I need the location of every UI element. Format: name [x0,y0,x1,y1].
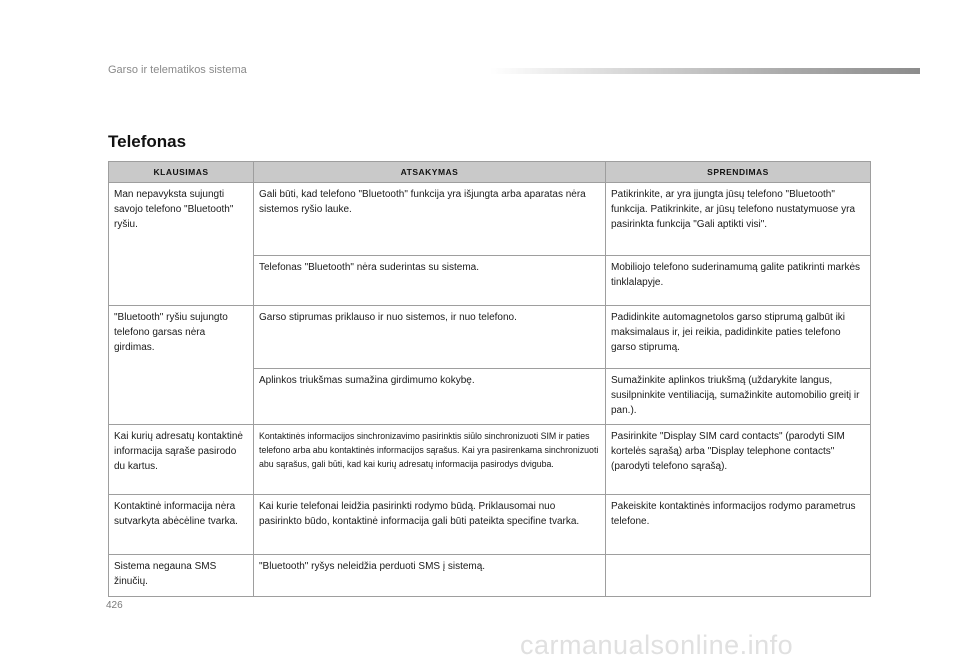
header-gradient-bar [490,68,920,74]
solution-cell: Patikrinkite, ar yra įjungta jūsų telefono "Bluetooth" funkcija. Patikrinkite, ar jūsų telefono nustatymuose yra pasirinkta funkcija "Gali aptikti visi". [606,183,871,256]
header-section-title: Garso ir telematikos sistema [108,64,247,76]
table-row [109,425,871,495]
question-cell: "Bluetooth" ryšiu sujungto telefono garsas nėra girdimas. [109,306,254,425]
solution-cell: Sumažinkite aplinkos triukšmą (uždarykite langus, susilpninkite ventiliaciją, sumažinkite automobilio greitį ir pan.). [606,369,871,425]
faq-table [108,161,871,597]
solution-cell: Mobiliojo telefono suderinamumą galite patikrinti markės tinklalapyje. [606,256,871,306]
question-cell: Kontaktinė informacija nėra sutvarkyta abėcėline tvarka. [109,495,254,555]
header-answer: ATSAKYMAS [254,162,606,183]
question-cell: Man nepavyksta sujungti savojo telefono "Bluetooth" ryšiu. [109,183,254,306]
answer-cell: Aplinkos triukšmas sumažina girdimumo kokybę. [254,369,606,425]
answer-cell: Gali būti, kad telefono "Bluetooth" funkcija yra išjungta arba aparatas nėra sistemos ryšio lauke. [254,183,606,256]
answer-cell: Kai kurie telefonai leidžia pasirinkti rodymo būdą. Priklausomai nuo pasirinkto būdo, kontaktinė informacija gali būti pateikta specifine tvarka. [254,495,606,555]
page-number: 426 [106,600,123,611]
solution-cell: Padidinkite automagnetolos garso stiprumą galbūt iki maksimalaus ir, jei reikia, padidinkite paties telefono garso stiprumą. [606,306,871,369]
header-solution: SPRENDIMAS [606,162,871,183]
table-row [109,306,871,369]
answer-cell: Telefonas "Bluetooth" nėra suderintas su sistema. [254,256,606,306]
question-cell: Kai kurių adresatų kontaktinė informacija sąraše pasirodo du kartus. [109,425,254,495]
answer-cell: Garso stiprumas priklauso ir nuo sistemos, ir nuo telefono. [254,306,606,369]
table-header-row [109,162,871,183]
answer-cell: Kontaktinės informacijos sinchronizavimo pasirinktis siūlo sinchronizuoti SIM ir paties telefono arba abu kontaktinės informacijos sąrašus. Kai yra pasirenkama sinchronizuoti abu sąrašus, gali būti, kad kai kurių adresatų informacija pasirodys dviguba. [254,425,606,495]
watermark-text: carmanualsonline.info [520,630,794,660]
solution-cell [606,555,871,597]
table-row [109,555,871,597]
table-row [109,183,871,256]
solution-cell: Pakeiskite kontaktinės informacijos rodymo parametrus telefone. [606,495,871,555]
question-cell: Sistema negauna SMS žinučių. [109,555,254,597]
table-row [109,495,871,555]
solution-cell: Pasirinkite "Display SIM card contacts" (parodyti SIM kortelės sąrašą) arba "Display telephone contacts" (parodyti telefono sąrašą). [606,425,871,495]
header-question: KLAUSIMAS [109,162,254,183]
answer-cell: "Bluetooth" ryšys neleidžia perduoti SMS į sistemą. [254,555,606,597]
page-title: Telefonas [108,132,187,151]
